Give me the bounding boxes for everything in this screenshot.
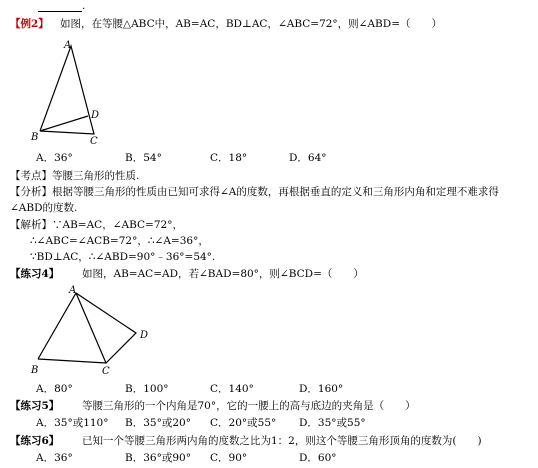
- jiexi-line-2: ∴∠ABC=∠ACB=72°，∴∠A=36°，: [30, 235, 209, 247]
- ex6-option-c: C．90°: [210, 452, 248, 464]
- ex6-option-a: A．36°: [36, 452, 73, 464]
- label-c: C: [102, 366, 110, 375]
- ex5-option-b: B．35°或20°: [125, 417, 191, 429]
- segment-bd: [40, 116, 88, 131]
- quadrilateral-figure: [28, 283, 158, 375]
- ex4-option-b: B．100°: [125, 383, 169, 395]
- ex6-option-d: D．60°: [299, 452, 337, 464]
- exercise-6-tag: 【练习6】: [10, 435, 60, 447]
- ex5-option-a: A．35°或110°: [36, 417, 109, 429]
- example-2-question: 如图，在等腰△ABC中，AB=AC，BD⊥AC，∠ABC=72°，则∠ABD=（ ）: [60, 18, 442, 30]
- fenxi-line-2: ∠ABD的度数.: [10, 202, 78, 214]
- outline-abcd: [38, 293, 136, 363]
- ex2-option-a: A．36°: [36, 152, 73, 164]
- label-b: B: [31, 132, 39, 143]
- exercise-4-question: 如图，AB=AC=AD，若∠BAD=80°，则∠BCD=（ ）: [82, 268, 364, 280]
- ex4-option-a: A．80°: [36, 383, 73, 395]
- label-b: B: [31, 365, 39, 375]
- ex6-option-b: B．36°或90°: [125, 452, 191, 464]
- ex5-option-d: D．35°或55°: [299, 417, 366, 429]
- triangle-abc-figure: [30, 36, 110, 148]
- fenxi-line-1: 【分析】根据等腰三角形的性质由已知可求得∠A的度数，再根据垂直的定义和三角形内角和定理不难求得: [10, 186, 499, 198]
- exercise-4-tag: 【练习4】: [10, 268, 60, 280]
- exercise-5-tag: 【练习5】: [10, 400, 60, 412]
- exercise-5-question: 等腰三角形的一个内角是70°，它的一腰上的高与底边的夹角是（ ）: [82, 400, 416, 412]
- header-mark: .: [82, 0, 86, 12]
- ex2-option-b: B．54°: [125, 152, 162, 164]
- ex2-option-d: D．64°: [289, 152, 327, 164]
- ex2-option-c: C．18°: [210, 152, 248, 164]
- label-a: A: [64, 40, 72, 51]
- label-d: D: [91, 110, 100, 121]
- label-a: A: [69, 285, 77, 296]
- label-d: D: [140, 330, 149, 341]
- triangle-abc-outline: [40, 46, 94, 134]
- ex5-option-c: C．20°或55°: [210, 417, 277, 429]
- kaodian-line: 【考点】等腰三角形的性质.: [10, 170, 140, 182]
- ex4-option-c: C．140°: [210, 383, 254, 395]
- jiexi-line-1: 【解析】∵AB=AC，∠ABC=72°，: [10, 219, 183, 231]
- example-2-tag: 【例2】: [10, 18, 49, 30]
- ex4-option-d: D．160°: [299, 383, 344, 395]
- exercise-6-question: 已知一个等腰三角形两内角的度数之比为1：2，则这个等腰三角形顶角的度数为( ): [82, 435, 482, 447]
- header-rule: [38, 11, 82, 12]
- jiexi-line-3: ∵BD⊥AC，∴∠ABD=90°﹣36°=54°.: [30, 251, 216, 263]
- label-c: C: [90, 136, 98, 147]
